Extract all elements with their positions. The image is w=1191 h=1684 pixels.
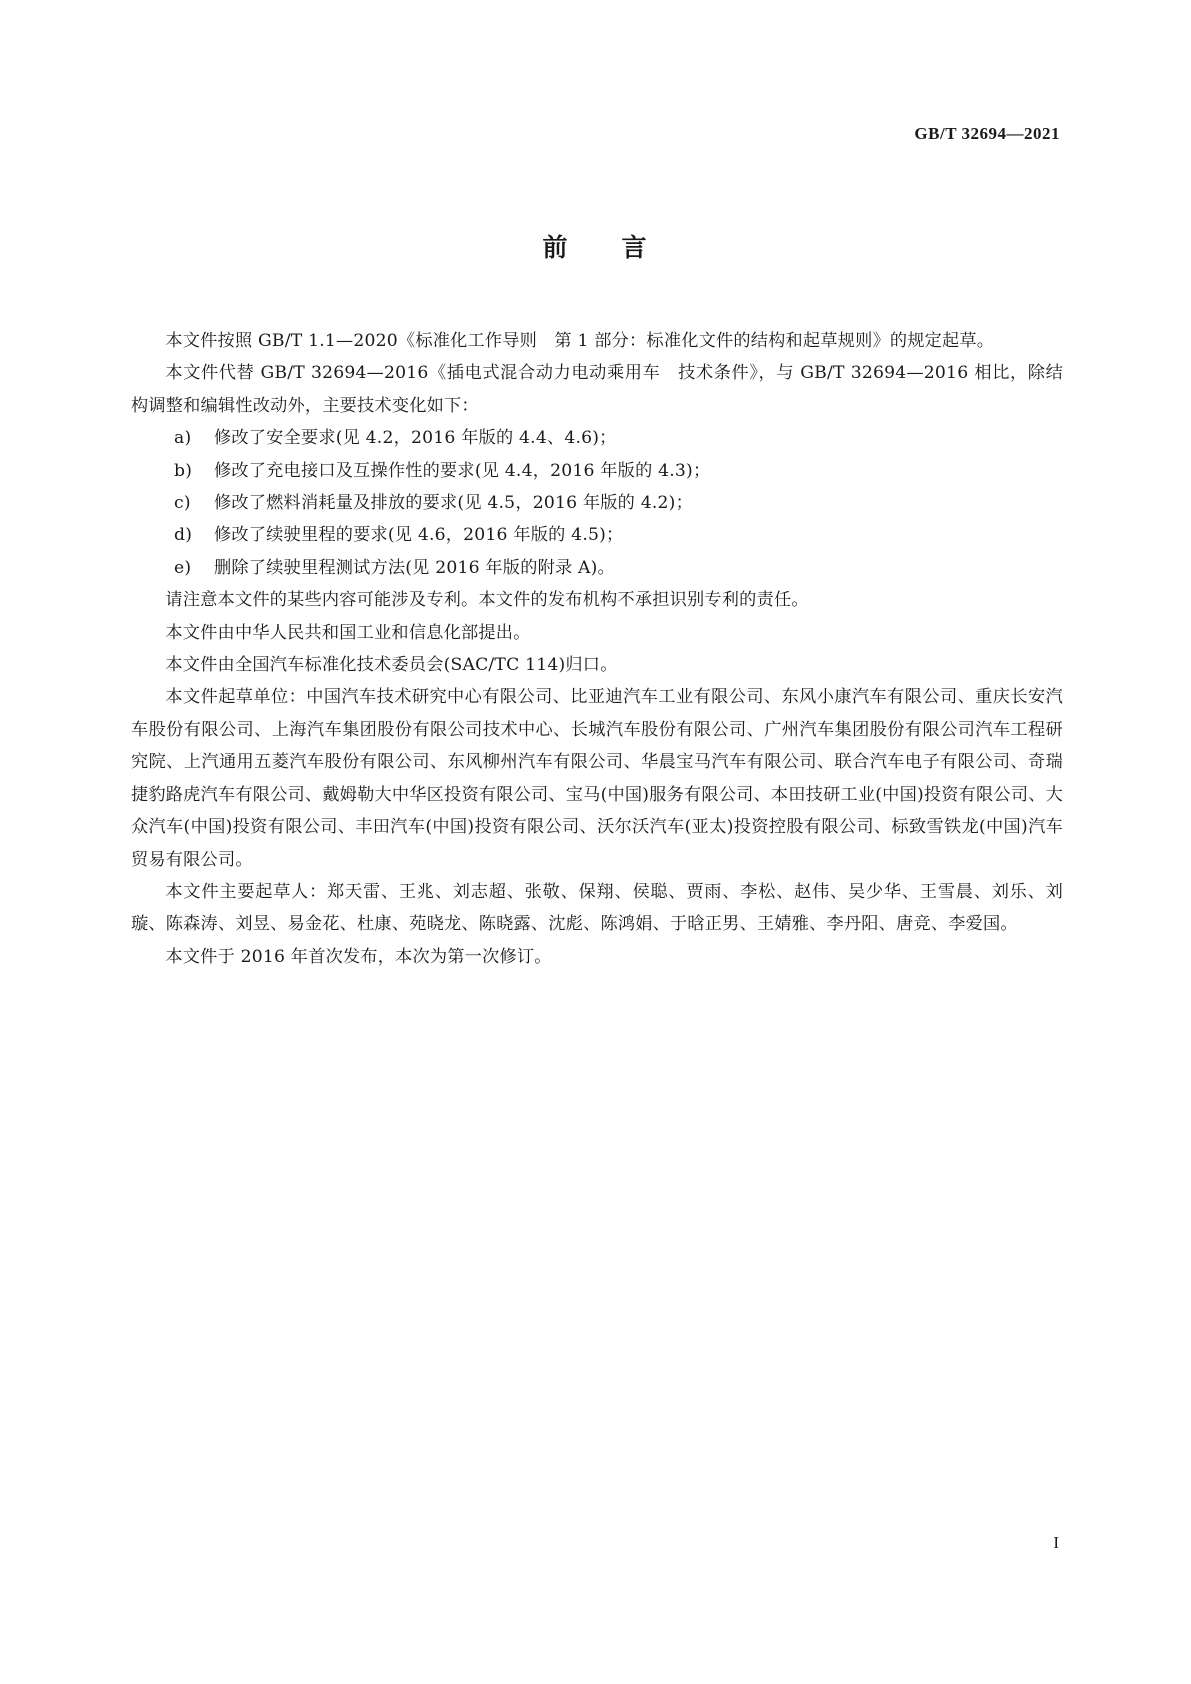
change-list-item [131,455,1063,487]
paragraph-centralized-management: 本文件由全国汽车标准化技术委员会(SAC/TC 114)归口。 [165,655,618,676]
list-marker: d) [174,525,193,546]
change-list-item [131,487,1063,519]
change-list-item [131,519,1063,551]
list-text: 删除了续驶里程测试方法(见 2016 年版的附录 A)。 [214,557,615,578]
paragraph-drafting-organizations: 本文件起草单位：中国汽车技术研究中心有限公司、比亚迪汽车工业有限公司、东风小康汽车有限公司、重庆长安汽车股份有限公司、上海汽车集团股份有限公司技术中心、长城汽车股份有限公司、广州汽车集团股份有限公司汽车工程研究院、上汽通用五菱汽车股份有限公司、东风柳州汽车有限公司、华晨宝马汽车有限公司、联合汽车电子有限公司、奇瑞捷豹路虎汽车有限公司、戴姆勒大中华区投资有限公司、宝马(中国)服务有限公司、本田技研工业(中国)投资有限公司、大众汽车(中国)投资有限公司、丰田汽车(中国)投资有限公司、沃尔沃汽车(亚太)投资控股有限公司、标致雪铁龙(中国)汽车贸易有限公司。 [131,687,1063,870]
paragraph-proposer: 本文件由中华人民共和国工业和信息化部提出。 [165,622,531,643]
title-char-2: 言 [621,233,649,262]
list-marker: b) [174,460,193,481]
list-text: 修改了续驶里程的要求(见 4.6，2016 年版的 4.5)； [214,525,624,546]
paragraph-drafting-rules: 本文件按照 GB/T 1.1—2020《标准化工作导则 第 1 部分：标准化文件的结构和起草规则》的规定起草。 [165,331,995,351]
document-body [131,325,1063,973]
change-list-item [131,552,1063,584]
paragraph-drafters: 本文件主要起草人：郑天雷、王兆、刘志超、张敬、保翔、侯聪、贾雨、李松、赵伟、吴少华、王雪晨、刘乐、刘璇、陈森涛、刘昱、易金花、杜康、苑晓龙、陈晓露、沈彪、陈鸿娟、于晗正男、王婧雅、李丹阳、唐竞、李爱国。 [131,881,1063,935]
list-text: 修改了燃料消耗量及排放的要求(见 4.5，2016 年版的 4.2)； [214,493,693,514]
list-marker: e) [174,557,192,578]
paragraph-replacement: 本文件代替 GB/T 32694—2016《插电式混合动力电动乘用车 技术条件》，与 GB/T 32694—2016 相比，除结构调整和编辑性改动外，主要技术变化如下： [131,363,1063,416]
paragraph-patent-notice: 请注意本文件的某些内容可能涉及专利。本文件的发布机构不承担识别专利的责任。 [165,590,809,611]
change-list-item [131,422,1063,454]
page-number: I [1053,1533,1059,1552]
list-text: 修改了充电接口及互操作性的要求(见 4.4，2016 年版的 4.3)； [214,460,711,481]
list-text: 修改了安全要求(见 4.2，2016 年版的 4.4、4.6)； [214,428,617,449]
page-title [0,228,1191,264]
paragraph-publication-history: 本文件于 2016 年首次发布，本次为第一次修订。 [165,946,552,967]
standard-number: GB/T 32694—2021 [914,124,1060,143]
list-marker: c) [174,493,191,514]
title-char-1: 前 [542,233,570,262]
list-marker: a) [174,428,192,449]
